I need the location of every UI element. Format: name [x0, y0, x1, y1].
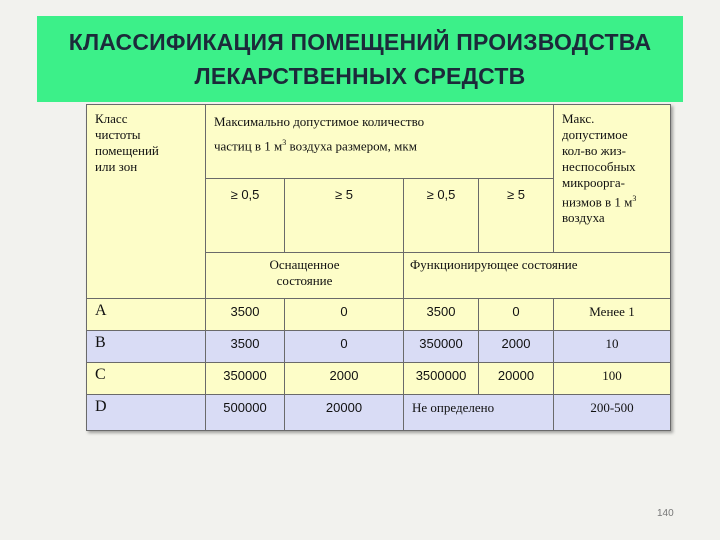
cell-value: 20000 [479, 363, 554, 395]
header-microorganisms [554, 105, 671, 253]
header-state-equipped-line: состояние [276, 273, 333, 288]
table-row [87, 363, 671, 395]
cell-value: 0 [479, 299, 554, 331]
header-max-line-2-pre: частиц в 1 м [214, 138, 283, 154]
cell-value: 0 [285, 331, 404, 363]
title-line-1: КЛАССИФИКАЦИЯ ПОМЕЩЕНИЙ ПРОИЗВОДСТВА [68, 29, 652, 55]
cell-micro: Менее 1 [554, 299, 671, 331]
cell-value: 20000 [285, 395, 404, 431]
header-class-line: чистоты [95, 127, 141, 142]
page-number: 140 [657, 508, 674, 519]
cell-micro: 10 [554, 331, 671, 363]
header-micro-line: воздуха [562, 210, 605, 226]
header-micro-line [562, 191, 666, 210]
cell-micro: 100 [554, 363, 671, 395]
title-banner [37, 16, 683, 102]
classification-table [86, 104, 671, 431]
header-state-equipped-line: Оснащенное [269, 257, 340, 272]
header-micro-line: Макс. [562, 111, 595, 126]
header-micro-line: микроорга- [562, 175, 625, 190]
cell-value: 0 [285, 299, 404, 331]
header-class [87, 105, 206, 299]
header-micro-line: кол-во жиз- [562, 143, 627, 158]
header-micro-line: неспособных [562, 159, 636, 174]
table-row [87, 299, 671, 331]
header-max-line-2 [214, 132, 547, 156]
cell-value: 500000 [206, 395, 285, 431]
header-class-line: помещений [95, 143, 159, 158]
cell-not-defined: Не определено [404, 395, 554, 431]
header-micro-last-pre: низмов в 1 м [562, 194, 633, 210]
classification-table-wrapper [86, 104, 671, 431]
header-size-2: ≥ 5 [285, 179, 404, 253]
cell-value: 350000 [404, 331, 479, 363]
cell-value: 2000 [285, 363, 404, 395]
header-micro-sup: 3 [632, 194, 637, 203]
header-micro-line: допустимое [562, 127, 628, 142]
header-size-4: ≥ 5 [479, 179, 554, 253]
header-max-sup: 3 [282, 138, 287, 147]
cell-value: 3500 [404, 299, 479, 331]
row-class: B [87, 331, 206, 363]
cell-value: 350000 [206, 363, 285, 395]
cell-micro: 200-500 [554, 395, 671, 431]
table-row [87, 331, 671, 363]
header-state-functioning: Функционирующее состояние [404, 253, 671, 299]
cell-value: 2000 [479, 331, 554, 363]
header-class-line: Класс [95, 111, 128, 126]
row-class: D [87, 395, 206, 431]
row-class: C [87, 363, 206, 395]
header-max-particles [206, 105, 554, 179]
header-max-line-1: Максимально допустимое количество [214, 114, 425, 129]
table-row [87, 395, 671, 431]
title-line-2: ЛЕКАРСТВЕННЫХ СРЕДСТВ [194, 63, 526, 89]
row-class: A [87, 299, 206, 331]
header-max-line-2-post: воздуха размером, мкм [286, 138, 417, 154]
header-size-3: ≥ 0,5 [404, 179, 479, 253]
header-size-1: ≥ 0,5 [206, 179, 285, 253]
cell-value: 3500 [206, 331, 285, 363]
header-state-equipped [206, 253, 404, 299]
cell-value: 3500 [206, 299, 285, 331]
cell-value: 3500000 [404, 363, 479, 395]
header-class-line: или зон [95, 159, 138, 174]
